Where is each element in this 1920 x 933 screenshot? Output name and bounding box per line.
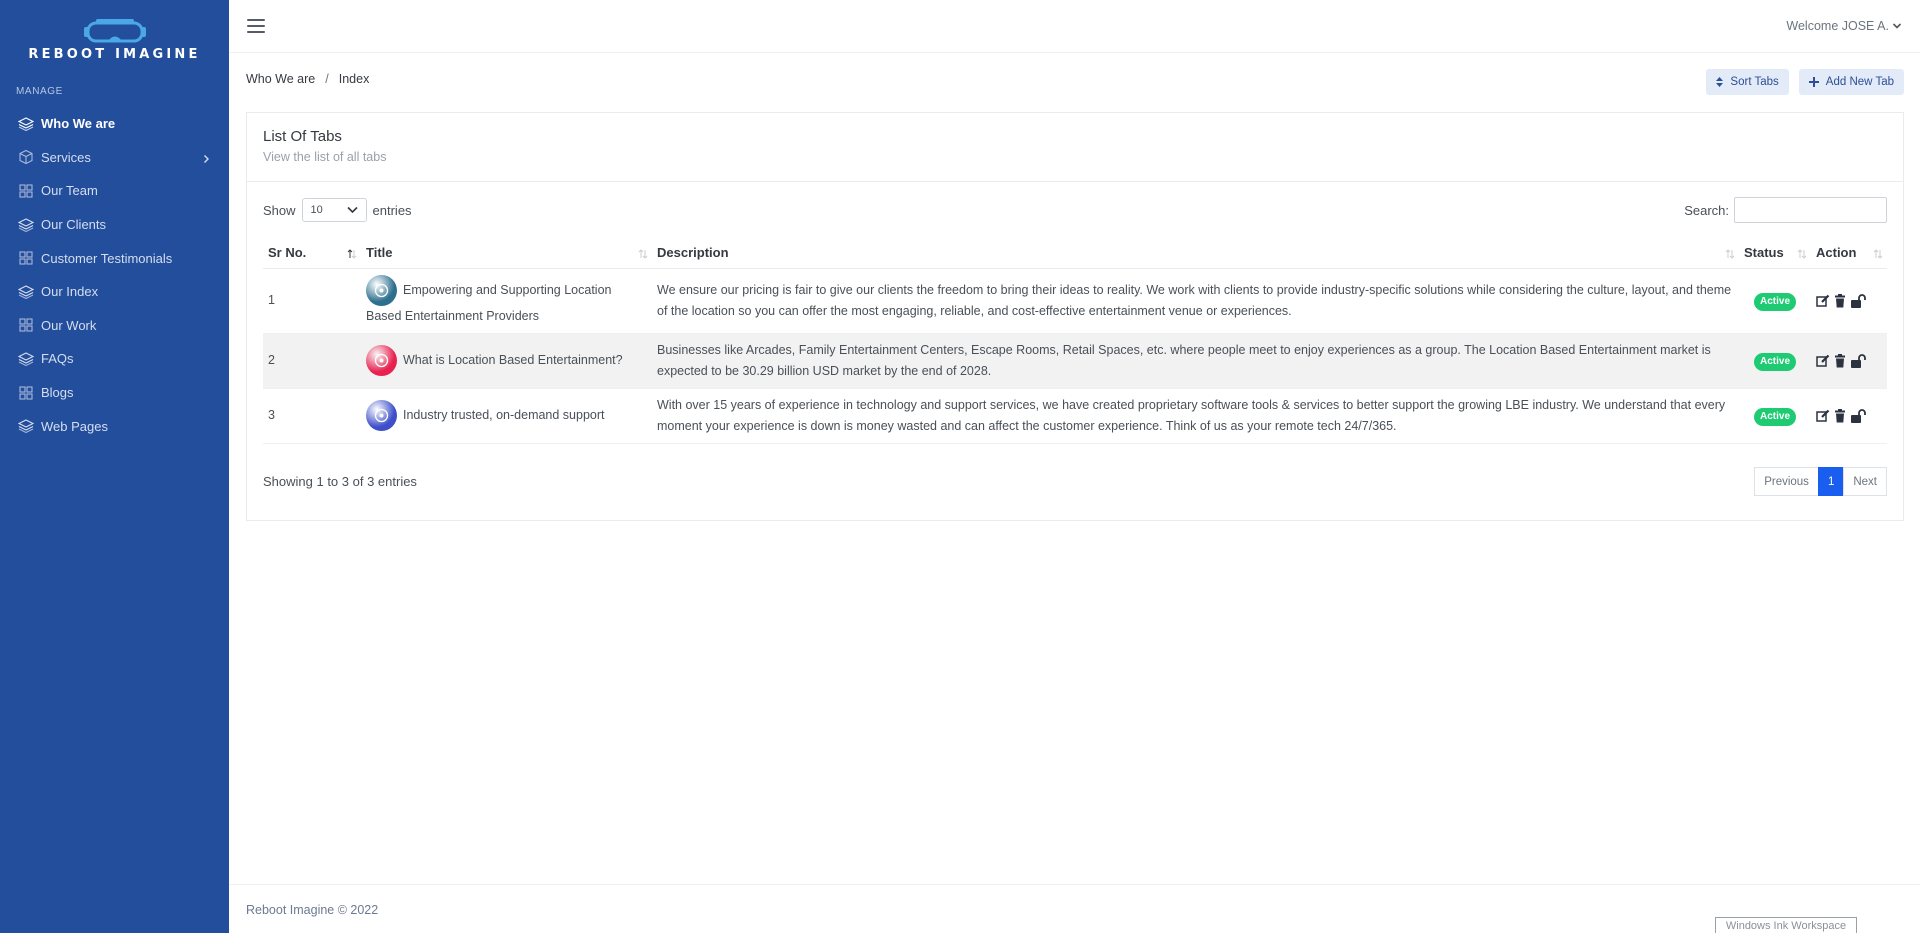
edit-icon[interactable] (1816, 409, 1830, 423)
status-badge: Active (1754, 293, 1796, 311)
column-header-label: Title (366, 245, 393, 261)
copyright-text: Reboot Imagine © 2022 (246, 903, 379, 917)
box-icon (18, 149, 34, 165)
add-new-tab-button[interactable] (1799, 69, 1904, 95)
windows-ink-workspace[interactable]: Windows Ink Workspace (1715, 917, 1857, 933)
sidebar-item-our-clients[interactable] (0, 208, 229, 242)
edit-icon[interactable] (1816, 354, 1830, 368)
layers-icon (18, 284, 34, 300)
vr-headset-icon (82, 19, 148, 45)
table-row (263, 388, 1887, 443)
grid-icon (18, 317, 34, 333)
sidebar-item-label: Our Index (41, 284, 99, 300)
layers-icon (18, 217, 34, 233)
column-header-description[interactable] (652, 238, 1739, 268)
sidebar-item-our-team[interactable] (0, 174, 229, 208)
sidebar-item-label: FAQs (41, 351, 74, 367)
sidebar-item-label: Our Team (41, 183, 98, 199)
status-badge: Active (1754, 408, 1796, 426)
column-header-title[interactable] (361, 238, 652, 268)
card-title: List Of Tabs (263, 128, 342, 145)
sidebar-menu (0, 107, 229, 443)
sort-icon (1873, 248, 1883, 260)
layers-icon (18, 116, 34, 132)
card-body (247, 182, 1903, 510)
chevron-down-icon (1892, 21, 1902, 31)
unlock-icon[interactable] (1850, 294, 1866, 308)
chevron-down-icon (347, 206, 358, 214)
page-size-select[interactable] (302, 198, 367, 222)
sort-icon (1797, 248, 1807, 260)
sort-tabs-button[interactable] (1706, 69, 1788, 95)
sort-icon (1716, 77, 1723, 87)
table-row (263, 268, 1887, 333)
sidebar-item-services[interactable] (0, 141, 229, 175)
topbar (229, 0, 1920, 53)
cell-status (1739, 388, 1811, 443)
breadcrumb-parent[interactable]: Who We are (246, 72, 316, 86)
menu-toggle-icon[interactable] (247, 19, 265, 33)
cell-action (1811, 388, 1887, 443)
tab-image-icon (366, 345, 397, 376)
table-info: Showing 1 to 3 of 3 entries (263, 474, 417, 489)
trash-icon[interactable] (1834, 409, 1846, 423)
table-controls (263, 182, 1887, 238)
breadcrumb-current: Index (338, 72, 370, 86)
sidebar-item-label: Who We are (41, 116, 116, 132)
tabs-table (263, 238, 1887, 444)
cell-sr: 3 (263, 388, 361, 443)
entries-label: entries (372, 202, 412, 218)
sidebar-item-label: Services (41, 149, 91, 165)
cell-description: We ensure our pricing is fair to give our clients the freedom to bring their ideas to reality. We work with clients to provide industry-specific solutions while considering the culture, layout, and theme of the location so you can offer the most engaging, reliable, and cost-effective entertainment venue or experiences. (652, 268, 1739, 333)
cell-title-text: Empowering and Supporting Location Based Entertainment Providers (366, 282, 612, 323)
sidebar-item-who-we-are[interactable] (0, 107, 229, 141)
grid-icon (18, 250, 34, 266)
unlock-icon[interactable] (1850, 354, 1866, 368)
tabs-card (246, 112, 1904, 521)
cell-sr: 2 (263, 333, 361, 388)
column-header-label: Description (657, 245, 729, 261)
unlock-icon[interactable] (1850, 409, 1866, 423)
cell-title-text: What is Location Based Entertainment? (403, 352, 623, 367)
status-badge: Active (1754, 353, 1796, 371)
sort-tabs-label: Sort Tabs (1730, 76, 1779, 88)
cell-action (1811, 333, 1887, 388)
sidebar-item-label: Our Clients (41, 217, 107, 233)
chevron-right-icon (201, 152, 211, 162)
tab-image-icon (366, 400, 397, 431)
cell-title (361, 333, 652, 388)
pagination-page[interactable]: 1 (1818, 467, 1844, 496)
trash-icon[interactable] (1834, 354, 1846, 368)
sidebar-item-our-index[interactable] (0, 275, 229, 309)
breadcrumb (246, 65, 369, 86)
sidebar-section-title: MANAGE (16, 86, 63, 97)
sidebar-item-customer-testimonials[interactable] (0, 241, 229, 275)
tab-image-icon (366, 275, 397, 306)
edit-icon[interactable] (1816, 294, 1830, 308)
search-control (1684, 197, 1887, 223)
header-actions (1706, 65, 1904, 95)
cell-sr: 1 (263, 268, 361, 333)
page-footer (229, 884, 1920, 933)
pagination-next[interactable]: Next (1843, 467, 1887, 496)
pagination-previous[interactable]: Previous (1754, 467, 1819, 496)
show-label: Show (263, 202, 296, 218)
sidebar (0, 0, 229, 933)
brand-logo[interactable] (0, 0, 229, 72)
column-header-sr[interactable] (263, 238, 361, 268)
layers-icon (18, 418, 34, 434)
user-menu[interactable] (1786, 19, 1902, 33)
page-size-control (263, 198, 412, 222)
column-header-status[interactable] (1739, 238, 1811, 268)
table-row (263, 333, 1887, 388)
column-header-label: Sr No. (268, 245, 307, 261)
sidebar-item-label: Blogs (41, 385, 74, 401)
layers-icon (18, 351, 34, 367)
column-header-label: Status (1744, 245, 1784, 261)
sort-icon (638, 248, 648, 260)
brand-name: REBOOT IMAGINE (28, 46, 201, 62)
cell-description: With over 15 years of experience in technology and support services, we have created proprietary software tools & services to better support the growing LBE industry. We understand that every moment your experience is down is money wasted and can affect the customer experience. Think of us as your remote tech 24/7/365. (652, 388, 1739, 443)
card-header (247, 113, 1903, 182)
sidebar-item-blogs[interactable] (0, 376, 229, 410)
sort-icon (1725, 248, 1735, 260)
cell-title-text: Industry trusted, on-demand support (403, 407, 605, 422)
page-size-value: 10 (310, 204, 323, 216)
column-header-action[interactable] (1811, 238, 1887, 268)
cell-title (361, 388, 652, 443)
sidebar-item-our-work[interactable] (0, 309, 229, 343)
breadcrumb-separator: / (325, 72, 329, 86)
sidebar-item-label: Web Pages (41, 418, 108, 434)
cell-title (361, 268, 652, 333)
cell-action (1811, 268, 1887, 333)
pagination (1755, 467, 1887, 496)
sidebar-item-label: Customer Testimonials (41, 250, 173, 266)
sidebar-item-web-pages[interactable] (0, 409, 229, 443)
sidebar-item-faqs[interactable] (0, 342, 229, 376)
grid-icon (18, 385, 34, 401)
plus-icon (1809, 77, 1819, 87)
card-subtitle: View the list of all tabs (263, 150, 387, 164)
grid-icon (18, 183, 34, 199)
sidebar-item-label: Our Work (41, 317, 97, 333)
search-label: Search: (1684, 202, 1729, 218)
cell-description: Businesses like Arcades, Family Entertainment Centers, Escape Rooms, Retail Spaces, etc. where people meet to enjoy experiences as a group. The Location Based Entertainment market is expected to be 30.29 billion USD market by the end of 2028. (652, 333, 1739, 388)
column-header-label: Action (1816, 245, 1857, 261)
cell-status (1739, 333, 1811, 388)
cell-status (1739, 268, 1811, 333)
table-footer (263, 454, 1887, 510)
table-header-row (263, 238, 1887, 268)
add-new-tab-label: Add New Tab (1825, 76, 1894, 88)
welcome-text: Welcome JOSE A. (1786, 19, 1889, 33)
search-input[interactable] (1734, 197, 1887, 223)
trash-icon[interactable] (1834, 294, 1846, 308)
page-header (246, 65, 1904, 95)
sort-asc-icon (347, 248, 357, 260)
